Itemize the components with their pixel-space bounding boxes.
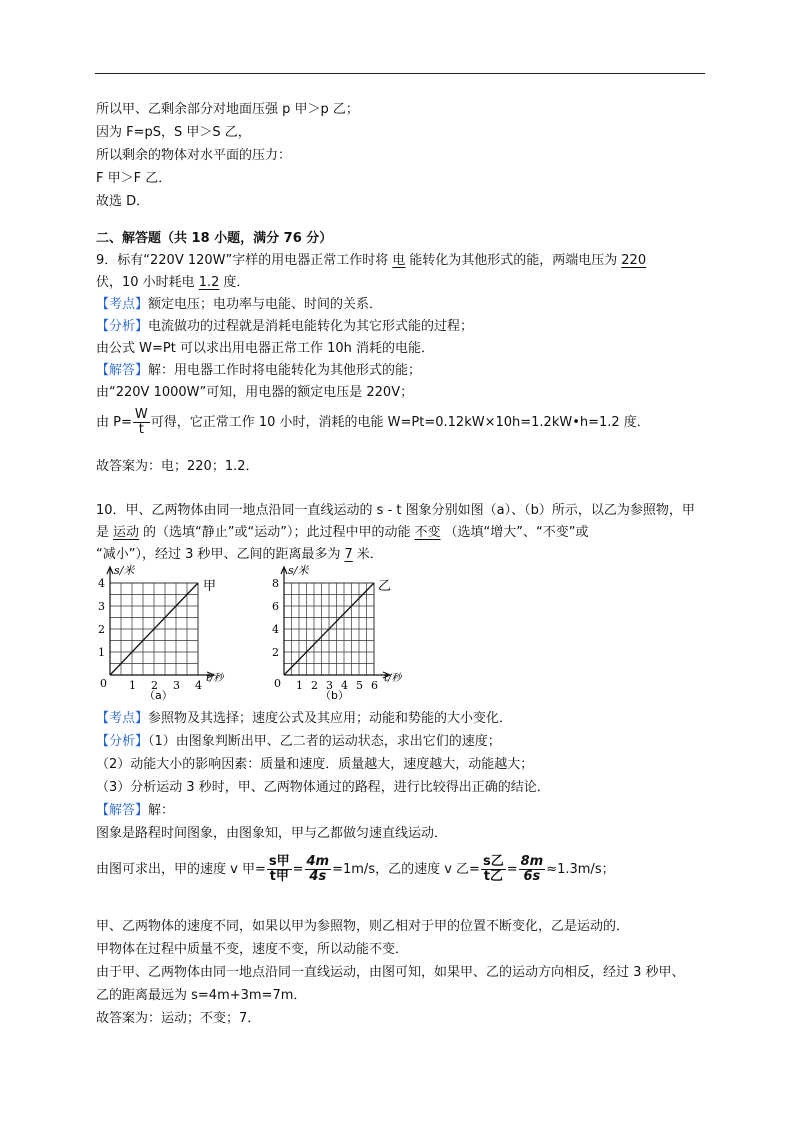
text-line: 图象是路程时间图象，由图象知，甲与乙都做匀速直线运动． — [96, 826, 448, 841]
x-tick-label: 5 — [356, 679, 363, 692]
tag-fenxi: 【分析】 — [96, 734, 149, 749]
series-label-jia: 甲 — [203, 579, 217, 594]
q10-speed-formula — [96, 855, 615, 885]
section-title: 二、解答题（共 18 小题，满分 76 分） — [96, 231, 333, 246]
graph-xlabel: t/秒 — [384, 673, 402, 684]
text-line: 所以甲、乙剩余部分对地面压强 p 甲＞p 乙； — [96, 102, 359, 117]
formula-text: = — [292, 862, 304, 877]
graph-ylabel: s/米 — [288, 564, 309, 577]
stem-text: 米． — [356, 547, 383, 562]
formula-text: =1m/s，乙的速度 v 乙= — [332, 862, 480, 877]
fraction-numerator: 8m — [520, 854, 544, 869]
stem-text: （选填“增大”、“不变”或 — [444, 525, 589, 540]
jieda-text: 解：用电器工作时将电能转化为其他形式的能； — [148, 363, 422, 378]
y-tick-label: 6 — [272, 600, 279, 613]
tag-jieda: 【解答】 — [96, 803, 149, 818]
answer-blank: 220 — [621, 253, 647, 268]
tag-fenxi: 【分析】 — [96, 319, 149, 334]
kaodian-text: 参照物及其选择；速度公式及其应用；动能和势能的大小变化． — [148, 711, 513, 726]
answer-blank: 电 — [392, 253, 406, 268]
text-line: 故答案为：运动；不变；7． — [96, 1011, 261, 1026]
graph-caption: （b） — [320, 689, 349, 702]
fenxi-text: （1）由图象判断出甲、乙二者的运动状态，求出它们的速度； — [148, 734, 501, 749]
text-line: 由“220V 1000W”可知，用电器的额定电压是 220V； — [96, 385, 414, 400]
fraction — [267, 855, 292, 884]
header-rule — [95, 73, 705, 74]
fraction-numerator: 4m — [306, 854, 330, 869]
fraction — [305, 855, 332, 884]
q9-kaodian — [96, 296, 382, 314]
stem-text: 度． — [223, 275, 250, 290]
q9-jieda — [96, 362, 421, 380]
fraction-denominator: t甲 — [269, 869, 289, 884]
y-tick-label: 3 — [98, 600, 105, 613]
text-line: 由于甲、乙两物体由同一地点沿同一直线运动，由图可知，如果甲、乙的运动方向相反，经过 3 秒甲、 — [96, 965, 685, 980]
x-tick-label: 4 — [195, 679, 202, 692]
x-tick-label: 2 — [311, 679, 318, 692]
q10-fenxi — [96, 733, 501, 751]
kaodian-text: 额定电压；电功率与电能、时间的关系． — [148, 297, 383, 312]
fraction-denominator: t乙 — [483, 869, 503, 884]
q9-formula — [96, 408, 650, 438]
q10-jieda — [96, 802, 174, 820]
text-line: （3）分析运动 3 秒时，甲、乙两物体通过的路程，进行比较得出正确的结论． — [96, 780, 550, 795]
text-line: 所以剩余的物体对水平面的压力： — [96, 148, 292, 163]
graph-xlabel: t/秒 — [206, 673, 224, 684]
stem-text: 的（选填“静止”或“运动”）；此过程中甲的动能 — [143, 525, 411, 540]
answer-blank: 不变 — [414, 525, 441, 540]
fraction — [133, 408, 150, 437]
tag-kaodian: 【考点】 — [96, 297, 149, 312]
graph-caption: （a） — [144, 689, 173, 702]
text-line: （2）动能大小的影响因素：质量和速度．质量越大，速度越大，动能越大； — [96, 757, 534, 772]
stem-text: 伏，10 小时耗电 — [96, 275, 195, 290]
stem-text: “减小”），经过 3 秒甲、乙间的距离最多为 — [96, 547, 341, 562]
y-tick-label: 4 — [98, 577, 105, 590]
fraction-numerator: s乙 — [482, 854, 504, 869]
answer-blank: 1.2 — [198, 275, 220, 290]
stem-text: 是 — [96, 525, 110, 540]
text-line: 因为 F=pS，S 甲＞S 乙， — [96, 125, 251, 140]
x-tick-label: 1 — [296, 679, 303, 692]
x-tick-label: 4 — [341, 679, 348, 692]
fraction-denominator: 6s — [523, 869, 541, 884]
graph-b — [264, 560, 424, 708]
y-tick-label: 2 — [98, 623, 105, 636]
formula-text: 由图可求出，甲的速度 v 甲= — [96, 862, 266, 877]
x-tick-label: 3 — [173, 679, 180, 692]
fraction-denominator: 4s — [309, 869, 327, 884]
tag-kaodian: 【考点】 — [96, 711, 149, 726]
q10-kaodian — [96, 710, 512, 728]
answer-blank: 运动 — [113, 525, 140, 540]
formula-text: 可得，它正常工作 10 小时，消耗的电能 W=Pt=0.12kW×10h=1.2kW•h=1.2 度． — [150, 415, 650, 430]
fraction — [519, 855, 546, 884]
text-line: 甲、乙两物体的速度不同，如果以甲为参照物，则乙相对于甲的位置不断变化，乙是运动的． — [96, 919, 630, 934]
text-line: 故答案为：电；220；1.2． — [96, 459, 259, 474]
formula-text: ≈1.3m/s； — [546, 862, 615, 877]
stem-text: 9．标有“220V 120W”字样的用电器正常工作时将 — [96, 253, 389, 268]
jieda-text: 解： — [148, 803, 175, 818]
q10-stem-line2 — [96, 524, 588, 542]
q9-stem-line2 — [96, 274, 249, 292]
x-tick-label: 2 — [151, 679, 158, 692]
x-tick-label: 6 — [371, 679, 378, 692]
q9-fenxi — [96, 318, 473, 336]
text-line: 由公式 W=Pt 可以求出用电器正常工作 10h 消耗的电能． — [96, 341, 434, 356]
tag-jieda: 【解答】 — [96, 363, 149, 378]
origin-label: 0 — [274, 677, 281, 690]
text-line: 故选 D． — [96, 194, 150, 209]
text-line: 甲物体在过程中质量不变，速度不变，所以动能不变． — [96, 942, 409, 957]
fraction-numerator: W — [134, 407, 148, 422]
series-label-yi: 乙 — [378, 579, 392, 594]
formula-text: = — [506, 862, 518, 877]
text-line: F 甲＞F 乙． — [96, 171, 172, 186]
fraction — [481, 855, 506, 884]
text-line: 乙的距离最远为 s=4m+3m=7m． — [96, 988, 307, 1003]
fraction-denominator: t — [138, 422, 144, 437]
answer-blank: 7 — [344, 547, 353, 562]
y-tick-label: 2 — [272, 646, 279, 659]
y-tick-label: 8 — [272, 577, 279, 590]
fraction-numerator: s甲 — [268, 854, 290, 869]
graph-a — [90, 560, 240, 708]
graph-ylabel: s/米 — [114, 564, 135, 577]
stem-text: 能转化为其他形式的能，两端电压为 — [409, 253, 618, 268]
formula-text: 由 P= — [96, 415, 132, 430]
q9-stem-line1 — [96, 252, 650, 270]
y-tick-label: 4 — [272, 623, 279, 636]
y-tick-label: 1 — [98, 646, 105, 659]
text-line: 10．甲、乙两物体由同一地点沿同一直线运动的 s - t 图象分别如图（a）、（b）所示，以乙为参照物，甲 — [96, 503, 695, 518]
fenxi-text: 电流做功的过程就是消耗电能转化为其它形式能的过程； — [148, 319, 474, 334]
origin-label: 0 — [100, 677, 107, 690]
x-tick-label: 3 — [326, 679, 333, 692]
x-tick-label: 1 — [129, 679, 136, 692]
